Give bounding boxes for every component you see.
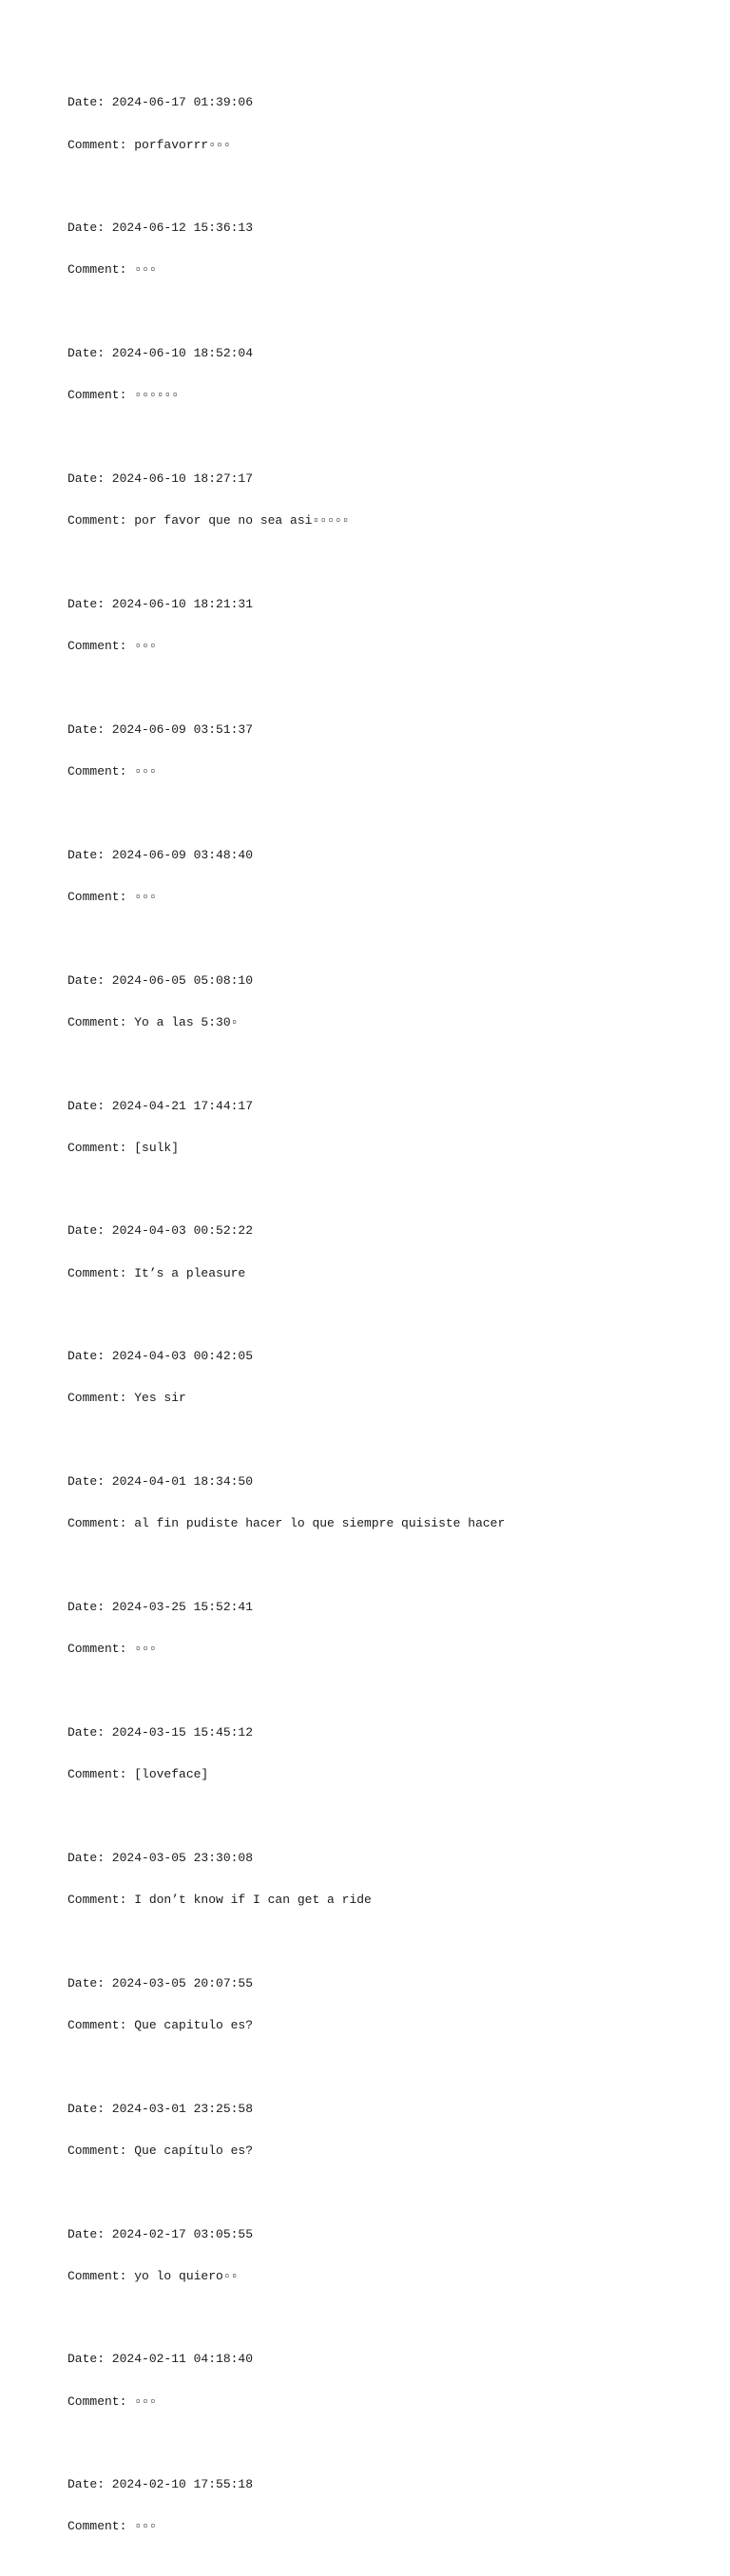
entry-comment: Comment: ▫▫▫ [67, 2393, 157, 2409]
entry-comment: Comment: ▫▫▫ [67, 1642, 157, 1657]
entry-comment: Comment: ▫▫▫▫▫▫ [67, 388, 180, 403]
entry-date: Date: 2024-04-21 17:44:17 [67, 1098, 254, 1113]
entry-comment: Comment: Yo a las 5:30▫ [67, 1014, 239, 1029]
entry-date: Date: 2024-03-15 15:45:12 [67, 1724, 254, 1740]
comment-entry [67, 445, 714, 557]
entry-comment: Comment: It’s a pleasure [67, 1265, 246, 1280]
entry-comment: Comment: porfavorrr▫▫▫ [67, 137, 231, 152]
entry-comment: Comment: Yes sir [67, 1391, 186, 1406]
comment-entry [67, 319, 714, 432]
entry-date: Date: 2024-06-05 05:08:10 [67, 972, 254, 988]
entry-date: Date: 2024-03-25 15:52:41 [67, 1600, 254, 1615]
entry-comment: Comment: [loveface] [67, 1767, 209, 1782]
comment-entry [67, 1823, 714, 1935]
comment-entry [67, 1322, 714, 1434]
entry-comment: Comment: Que capítulo es? [67, 2143, 254, 2158]
entry-comment: Comment: I don’t know if I can get a ride [67, 1892, 372, 1907]
entry-date: Date: 2024-03-01 23:25:58 [67, 2101, 254, 2116]
comment-entry [67, 2200, 714, 2312]
entry-comment: Comment: ▫▫▫ [67, 262, 157, 278]
entry-comment: Comment: por favor que no sea asi▫▫▫▫▫ [67, 513, 350, 529]
comment-entry [67, 2074, 714, 2186]
comment-entry [67, 946, 714, 1058]
comment-entry [67, 194, 714, 306]
comment-log [67, 68, 714, 2576]
entry-date: Date: 2024-06-12 15:36:13 [67, 221, 254, 236]
entry-comment: Comment: Que capitulo es? [67, 2017, 254, 2032]
entry-comment: Comment: yo lo quiero▫▫ [67, 2268, 239, 2283]
entry-date: Date: 2024-06-10 18:52:04 [67, 346, 254, 361]
comment-entry [67, 1071, 714, 1183]
entry-date: Date: 2024-04-01 18:34:50 [67, 1474, 254, 1490]
entry-comment: Comment: ▫▫▫ [67, 889, 157, 904]
comment-entry [67, 570, 714, 682]
entry-comment: Comment: ▫▫▫ [67, 639, 157, 654]
entry-date: Date: 2024-06-09 03:48:40 [67, 847, 254, 862]
comment-entry [67, 2451, 714, 2563]
comment-entry [67, 695, 714, 807]
comment-entry [67, 1448, 714, 1560]
entry-date: Date: 2024-02-17 03:05:55 [67, 2226, 254, 2241]
entry-comment: Comment: ▫▫▫ [67, 763, 157, 779]
entry-date: Date: 2024-03-05 23:30:08 [67, 1850, 254, 1865]
comment-entry [67, 1949, 714, 2061]
comment-entry [67, 1573, 714, 1685]
entry-date: Date: 2024-04-03 00:42:05 [67, 1349, 254, 1364]
entry-date: Date: 2024-06-10 18:21:31 [67, 596, 254, 611]
entry-comment: Comment: ▫▫▫ [67, 2519, 157, 2534]
entry-date: Date: 2024-06-09 03:51:37 [67, 721, 254, 737]
entry-comment: Comment: [sulk] [67, 1140, 180, 1155]
comment-entry [67, 1197, 714, 1309]
entry-comment: Comment: al fin pudiste hacer lo que siempre quisiste hacer [67, 1516, 506, 1531]
comment-entry [67, 2325, 714, 2437]
entry-date: Date: 2024-02-11 04:18:40 [67, 2352, 254, 2367]
comment-entry [67, 68, 714, 181]
entry-date: Date: 2024-03-05 20:07:55 [67, 1975, 254, 1990]
entry-date: Date: 2024-04-03 00:52:22 [67, 1223, 254, 1239]
entry-date: Date: 2024-06-10 18:27:17 [67, 471, 254, 487]
entry-date: Date: 2024-06-17 01:39:06 [67, 95, 254, 110]
comment-entry [67, 1699, 714, 1811]
entry-date: Date: 2024-02-10 17:55:18 [67, 2477, 254, 2492]
comment-entry [67, 820, 714, 932]
